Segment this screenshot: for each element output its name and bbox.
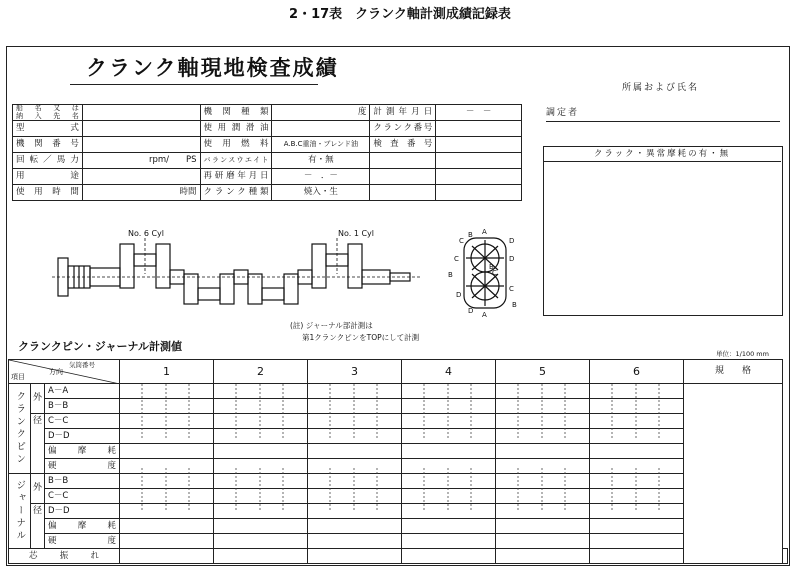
corner-cell — [9, 360, 120, 384]
info-value[interactable] — [82, 137, 200, 153]
section-title: クランクピン・ジャーナル計測値 — [18, 340, 183, 353]
info-label: 再研磨年月日 — [200, 169, 272, 185]
cell[interactable] — [496, 519, 590, 534]
cyl1-label: No. 1 Cyl — [338, 229, 374, 238]
info-label: 計測年月日 — [370, 105, 436, 121]
column-header-3: 3 — [308, 360, 402, 384]
section-label: A — [482, 228, 487, 236]
info-label: クランク番号 — [370, 121, 436, 137]
cell[interactable] — [496, 549, 590, 564]
section-label: C — [492, 269, 497, 277]
info-label: 船名又は 納入先名 — [13, 105, 83, 121]
info-label: 回転／馬力 — [13, 153, 83, 169]
cell[interactable] — [120, 549, 214, 564]
cyl6-label: No. 6 Cyl — [128, 229, 164, 238]
measurer-label: 調定者 — [546, 108, 580, 118]
info-value[interactable] — [436, 185, 522, 201]
cell[interactable] — [402, 519, 496, 534]
cell[interactable] — [402, 549, 496, 564]
web — [248, 274, 262, 304]
info-label — [370, 169, 436, 185]
info-value[interactable]: rpm/ PS — [82, 153, 200, 169]
cell[interactable] — [214, 549, 308, 564]
title-underline — [70, 84, 318, 85]
info-value[interactable] — [436, 153, 522, 169]
cell[interactable] — [590, 534, 684, 549]
info-value[interactable] — [436, 121, 522, 137]
info-row — [13, 169, 522, 185]
diagram-note: (註) ジャーナル部計測は — [290, 321, 373, 330]
measurer-line — [546, 121, 780, 122]
info-value[interactable] — [82, 169, 200, 185]
row-label: 芯振れ — [9, 549, 120, 564]
remarks-cell[interactable] — [684, 384, 783, 564]
cell[interactable] — [308, 534, 402, 549]
info-value[interactable] — [436, 169, 522, 185]
section-label: D — [456, 291, 462, 299]
info-label: 使用時間 — [13, 185, 83, 201]
cell[interactable] — [496, 534, 590, 549]
cell[interactable] — [590, 519, 684, 534]
info-value[interactable]: 度 — [272, 105, 370, 121]
cell[interactable] — [214, 519, 308, 534]
row-label: A－A — [45, 384, 120, 399]
column-header-6: 6 — [590, 360, 684, 384]
info-value[interactable] — [272, 121, 370, 137]
pin-dia-label: 径 — [31, 414, 45, 474]
web — [348, 244, 362, 288]
journal-subdividers — [119, 468, 683, 512]
row-label: B－B — [45, 399, 120, 414]
section-label: D — [509, 255, 515, 263]
row-label: B－B — [45, 474, 120, 489]
journal-outer-label: 外 — [31, 474, 45, 504]
cell[interactable] — [590, 549, 684, 564]
web — [120, 244, 134, 288]
crankpin — [198, 288, 220, 300]
info-label — [370, 185, 436, 201]
info-label: 機関番号 — [13, 137, 83, 153]
info-value[interactable]: － ．－ — [272, 169, 370, 185]
web — [220, 274, 234, 304]
pin-group-label: クランクピン — [9, 384, 31, 474]
section-label: A — [482, 311, 487, 319]
section-label: D — [509, 237, 515, 245]
table-header-row — [9, 360, 788, 384]
info-row — [13, 153, 522, 169]
web — [312, 244, 326, 288]
info-table — [12, 104, 522, 201]
cell[interactable] — [402, 534, 496, 549]
info-label: 用 途 — [13, 169, 83, 185]
crankpin — [262, 288, 284, 300]
journal — [234, 270, 248, 284]
info-value[interactable]: 時間 — [82, 185, 200, 201]
form-title: クランク軸現地検査成績 — [86, 56, 339, 80]
column-header-5: 5 — [496, 360, 590, 384]
section-label: B — [489, 263, 494, 271]
info-value[interactable]: A.B.C重油・ブレンド油 — [272, 137, 370, 153]
diagram-note: 第1クランクピンをTOPにして計測 — [302, 333, 420, 342]
info-value[interactable] — [82, 121, 200, 137]
crack-box[interactable] — [543, 146, 783, 316]
owner-label: 所属および氏名 — [622, 83, 700, 93]
row-label: D－D — [45, 429, 120, 444]
corner-mid: 方向 — [49, 368, 63, 376]
row-label: 硬 度 — [45, 534, 120, 549]
column-header-1: 1 — [120, 360, 214, 384]
section-label: B — [512, 301, 517, 309]
row-label: C－C — [45, 414, 120, 429]
cell[interactable] — [214, 534, 308, 549]
info-label: クランク種類 — [200, 185, 272, 201]
info-value[interactable] — [436, 137, 522, 153]
info-value[interactable]: 有・無 — [272, 153, 370, 169]
journal-dia-label: 径 — [31, 504, 45, 549]
corner-top: 気筒番号 — [69, 361, 95, 369]
corner-left: 項目 — [11, 373, 25, 381]
section-label: C — [459, 237, 464, 245]
journal-group-label: ジャーナル — [9, 474, 31, 549]
info-label: バランスウエイト — [200, 153, 272, 169]
column-header-2: 2 — [214, 360, 308, 384]
unit-note: 単位：1/100 mm — [716, 350, 769, 358]
web — [156, 244, 170, 288]
section-label: C — [509, 285, 514, 293]
info-label: 使用燃料 — [200, 137, 272, 153]
info-value[interactable] — [82, 105, 200, 121]
section-label: B — [468, 231, 473, 239]
section-label: D — [468, 307, 474, 315]
row-label: D－D — [45, 504, 120, 519]
crack-box-divider — [543, 161, 781, 162]
cell[interactable] — [308, 549, 402, 564]
table-row — [9, 534, 788, 549]
cell[interactable] — [308, 519, 402, 534]
row-label: 偏摩耗 — [45, 444, 120, 459]
column-header-4: 4 — [402, 360, 496, 384]
info-label: 型 式 — [13, 121, 83, 137]
cell[interactable] — [120, 534, 214, 549]
journal — [362, 270, 390, 284]
info-value[interactable]: － － — [436, 105, 522, 121]
info-row — [13, 105, 522, 121]
web — [284, 274, 298, 304]
table-row — [9, 519, 788, 534]
row-label: 硬 度 — [45, 459, 120, 474]
info-row — [13, 137, 522, 153]
row-label: 偏摩耗 — [45, 519, 120, 534]
info-label — [370, 153, 436, 169]
info-row — [13, 121, 522, 137]
crack-box-title: クラック・異常摩耗の有・無 — [593, 149, 731, 159]
section-label: B — [448, 271, 453, 279]
info-label: 検査番号 — [370, 137, 436, 153]
remarks-header: 規 格 — [684, 360, 783, 384]
cell[interactable] — [120, 519, 214, 534]
web — [184, 274, 198, 304]
info-label: 使用潤滑油 — [200, 121, 272, 137]
pin-subdividers — [119, 384, 683, 456]
info-row — [13, 185, 522, 201]
page-caption: 2・17表 クランク軸計測成績記録表 — [289, 7, 511, 22]
crankshaft-drawing — [50, 222, 450, 320]
row-label: C－C — [45, 489, 120, 504]
info-value[interactable]: 焼入・生 — [272, 185, 370, 201]
info-label: 機関種類 — [200, 105, 272, 121]
pin-outer-label: 外 — [31, 384, 45, 414]
cell[interactable] — [783, 549, 788, 564]
section-label: C — [454, 255, 459, 263]
table-row — [9, 549, 788, 564]
